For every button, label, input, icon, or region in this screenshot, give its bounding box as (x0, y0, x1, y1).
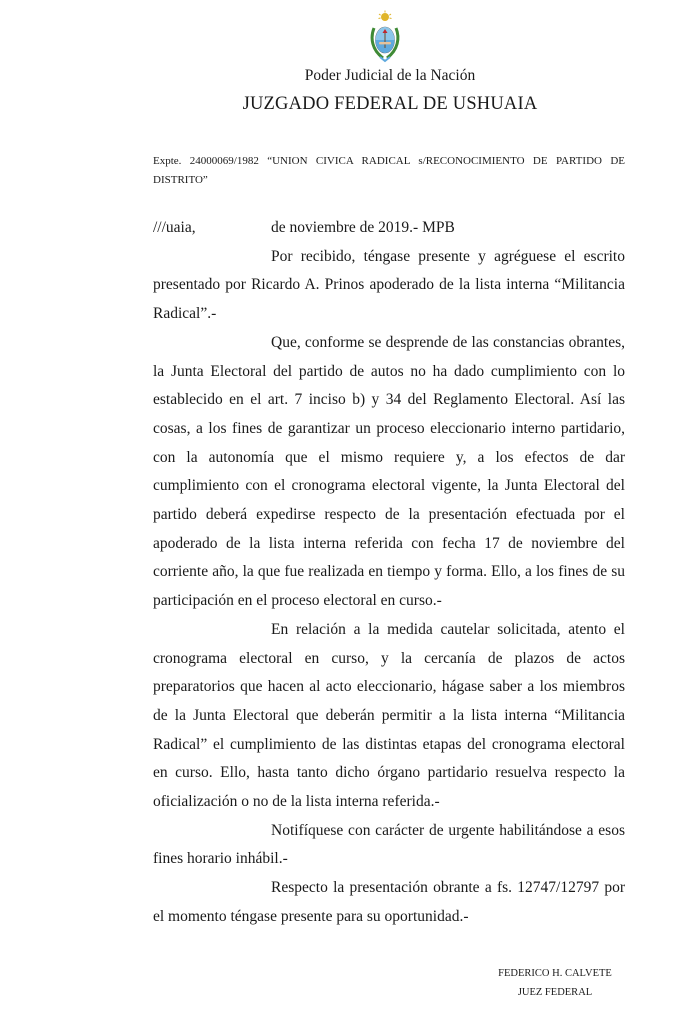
case-reference: Expte. 24000069/1982 “UNION CIVICA RADICAL s/RECONOCIMIENTO DE PARTIDO DE DISTRITO” (153, 155, 625, 186)
document-body (153, 214, 625, 932)
paragraph-medida-cautelar: En relación a la medida cautelar solicitada, atento el cronograma electoral en curso, y la cercanía de plazos de actos preparatorios que hacen al acto eleccionario, hágase saber a los miembros de la Junta Electoral que deberán permitir a la lista interna “Militancia Radical” el cumplimiento de las distintas etapas del cronograma electoral en curso. Ello, hasta tanto dicho órgano partidario resuelva respecto la oficialización o no de la lista interna referida.- (153, 620, 625, 811)
paragraph-presentacion: Respecto la presentación obrante a fs. 12747/12797 por el momento téngase presente para su oportunidad.- (153, 879, 625, 925)
court-name: JUZGADO FEDERAL DE USHUAIA (242, 94, 538, 114)
signature-block (465, 964, 645, 1002)
signature-name: FEDERICO H. CALVETE (498, 968, 612, 979)
dateline (153, 214, 625, 243)
signature-title: JUEZ FEDERAL (517, 987, 593, 998)
paragraph-received: Por recibido, téngase presente y agréguese el escrito presentado por Ricardo A. Prinos apoderado de la lista interna “Militancia Radical”.- (153, 247, 625, 323)
dateline-city: ///uaia, (153, 219, 196, 236)
dateline-date: de noviembre de 2019.- MPB (271, 219, 455, 236)
institution-name: Poder Judicial de la Nación (304, 67, 476, 84)
paragraph-notifiquese: Notifíquese con carácter de urgente habilitándose a esos fines horario inhábil.- (153, 821, 625, 868)
coat-of-arms-icon (368, 10, 402, 64)
paragraph-junta-electoral: Que, conforme se desprende de las constancias obrantes, la Junta Electoral del partido de autos no ha dado cumplimiento con lo establecido en el art. 7 inciso b) y 34 del Reglamento Electoral. Así las cosas, a los fines de garantizar un proceso eleccionario interno partidario, con la autonomía que el mismo requiere y, a los efectos de dar cumplimiento con el cronograma electoral vigente, la Junta Electoral del partido deberá expedirse respecto de la presentación efectuada por el apoderado de la lista interna referida con fecha 17 de noviembre del corriente año, la que fue realizada en tiempo y forma. Ello, a los fines de su participación en el proceso electoral en curso.- (153, 333, 625, 610)
